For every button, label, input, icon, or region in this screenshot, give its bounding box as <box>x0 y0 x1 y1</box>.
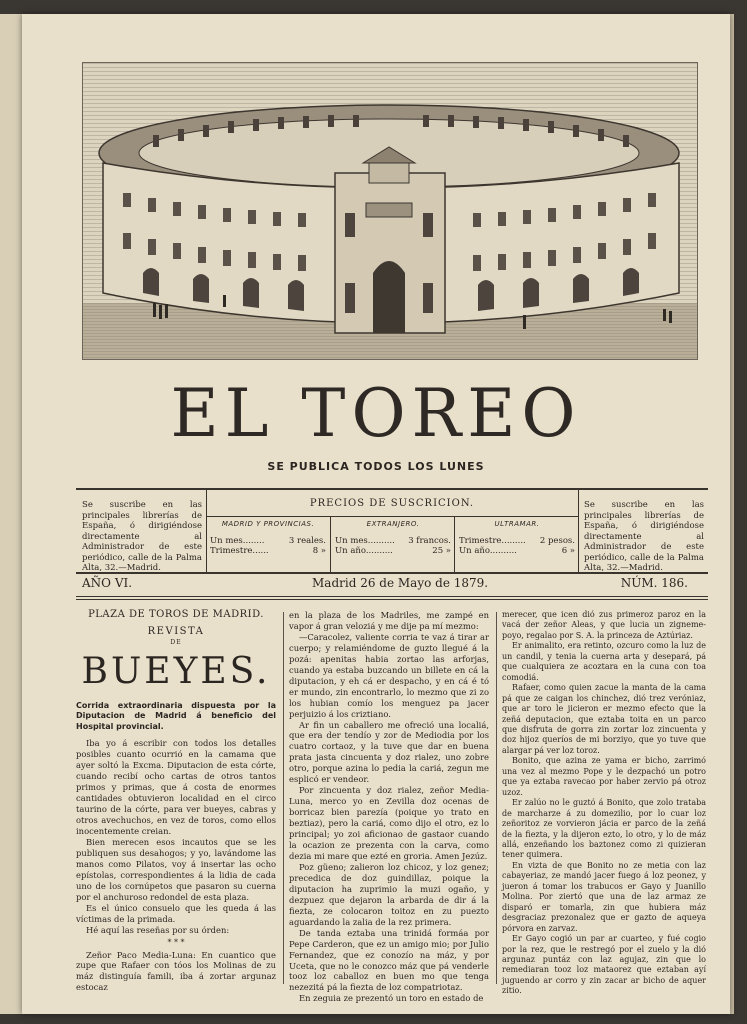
section-stars: * * * <box>167 937 185 947</box>
article-column-3 <box>502 610 706 997</box>
subscription-box <box>76 488 708 574</box>
binding-edge <box>0 14 24 1014</box>
price-column-header: ULTRAMAR. <box>494 520 540 528</box>
paragraph: Rafaer, como quien zacue la manta de la cama pá que ze caigan los chinchez, dió trez veróniaz, que ar toro le jicieron er mezmo efecto que la zeñá deputacion, que eztaba toita en un parco que disfruta de gorra zin zortar loz zincuenta y doz hijoz queríos de mi borziyo, que yo tuve que alargar pá ver loz toroz. <box>502 683 706 755</box>
subscription-right-note: Se suscribe en las principales librerías de España, ó dirigiéndose directamente al Administrador de este periódico, calle de la Palma Alta, 32.—Madrid. <box>584 500 704 573</box>
price-label: Un mes........ <box>210 536 265 546</box>
price-label: Trimestre...... <box>210 546 269 556</box>
paragraph: Iba yo á escribir con todos los detalles posibles cuanto ocurrió en la camama que ayer soltó la Excma. Diputacion de esta córte, cuando recibí ocho cartas de otros tantos primos y primas, que á costa de enormes cantidades obtuvieron localidad en el circo taurino de la córte, para ver bueyes, cabras y otros avechuchos, en vez de toros, como ellos inocentemente creian. <box>76 738 276 836</box>
article-column-1 <box>76 610 276 993</box>
paragraph: Er Gayo cogió un par ar cuarteo, y fué cogio por la rez, que le restregó por el zuelo y la dió argunaz puntáz con laz agujaz, zin que lo remediaran tooz loz mataorez que eztaban ayí juguendo ar corro y zin zacar ar bicho de aquer zitio. <box>502 934 706 996</box>
issue-date: Madrid 26 de Mayo de 1879. <box>312 576 489 590</box>
price-column-ultramar <box>454 516 579 573</box>
price-label: Un año.......... <box>459 546 517 556</box>
paragraph: De tanda eztaba una trinidá formáa por Pepe Carderon, que ez un amigo mio; por Julio Fernandez, que ez conozío na máz, y por Uceta, que no le conozco máz que pá venderle tooz loz caballoz en buen mo que tenga nezezitá pá la fiezta de loz compatriotaz. <box>289 927 489 993</box>
paragraph: Ar fin un caballero me ofreció una localiá, que era der tendío y zor de Mediodia por los cuatro cortaoz, y la tuve que dar en buena prata jasta cincuenta y doz rialez, uno zobre otro, porque azina lo pedia la cariá, zegun me esplicó er vendeor. <box>289 719 489 785</box>
article-revista: REVISTA <box>147 625 205 637</box>
article-de: DE <box>170 638 182 646</box>
price-label: Trimestre......... <box>459 536 526 546</box>
paragraph: Es el único consuelo que les queda á las víctimas de la primada. <box>76 902 276 924</box>
paragraph: Por zincuenta y doz rialez, zeñor Media-Luna, merco yo en Zevilla doz ocenas de borricaz bien parezía (poique yo trato en beztiaz), pero la cariá, como dijo el otro, ez lo principal; yo zoi aficionao de gastaor cuando la ocazion ze prezenta con la carva, como dezia mi mare que ezté en groria. Amen Jezúz. <box>289 785 489 861</box>
price-value: 3 francos. <box>408 536 451 546</box>
price-value: 8 » <box>312 546 326 556</box>
column-divider <box>496 612 497 984</box>
price-column-madrid <box>206 516 330 573</box>
paragraph: en la plaza de los Madriles, me zampé en vapor á gran veloziá y me dije pa mí mezmo: <box>289 610 489 631</box>
issue-number: NÚM. 186. <box>620 576 688 590</box>
rule <box>76 599 708 600</box>
paragraph: En zeguia ze prezentó un toro en estado de <box>299 993 484 1004</box>
article-venue-heading: PLAZA DE TOROS DE MADRID. <box>88 609 264 620</box>
price-value: 25 » <box>432 546 451 556</box>
bullring-illustration <box>83 63 697 359</box>
column-divider <box>283 612 284 984</box>
price-value: 6 » <box>561 546 575 556</box>
subscription-left-note: Se suscribe en las principales librerías de España, ó dirigiéndose directamente al Administrador de este periódico, calle de la Palma Alta, 32.—Madrid. <box>82 500 202 573</box>
article-title: BUEYES. <box>81 650 271 692</box>
paragraph: Bonito, que azina ze yama er bicho, zarrimó una vez al mezmo Pope y le dezpachó un potro que ya eztaba ravecao por haber zervio pá otroz uzoz. <box>502 756 706 797</box>
masthead-subtitle: SE PUBLICA TODOS LOS LUNES <box>267 460 485 473</box>
paragraph: Zeñor Paco Media-Luna: En cuantico que zupe que Rafaer con tóos los Molinas de zu máz distinguía famili, iba á zortar argunaz estocaz <box>76 949 276 993</box>
volume-year: AÑO VI. <box>82 576 133 590</box>
divider <box>578 490 579 572</box>
price-table <box>206 490 578 572</box>
price-column-extranjero <box>330 516 455 573</box>
price-value: 3 reales. <box>288 536 326 546</box>
dateline <box>76 574 708 594</box>
price-column-header: MADRID Y PROVINCIAS. <box>221 520 315 528</box>
masthead-title: EL TOREO <box>170 375 582 452</box>
price-label: Un año.......... <box>335 546 393 556</box>
paragraph: Er animalito, era retinto, ozcuro como la luz de un candil, y tenia la cuerna arta y desepará, pá que cualquiera ze acoztara en la cuna con toa comodiá. <box>502 641 706 682</box>
paragraph: Bien merecen esos incautos que se les publiquen sus desahogos; y yo, lavándome las manos como Pilatos, voy á insertar las ocho epístolas, correspondientes á la lidia de cada uno de los cornúpetos que pasaron su cuerna por el anchuroso redondel de esta plaza. <box>76 836 276 902</box>
price-value: 2 pesos. <box>539 536 575 546</box>
rule <box>76 596 708 597</box>
paragraph: merecer, que icen dió zus primeroz paroz en la vacá der zeñor Aleas, y que lucia un zigneme-poyo, regalao por S. A. la princeza de Aztúriaz. <box>502 610 706 640</box>
paragraph: Poz güeno; zalieron loz chicoz, y loz genez; precedica de doz guindillaz, poique la diputacion ha zuprimio la muzi ogaño, y dezpuez que dejaron la arbarda de dir á la fiezta, ze colocaron toitoz en zu puezto aguardando la zalia de la rez primera. <box>289 861 489 927</box>
article-lead: Corrida extraordinaria dispuesta por la Diputacion de Madrid á beneficio del Hospital provincial. <box>76 700 276 731</box>
price-column-header: EXTRANJERO. <box>366 520 420 528</box>
paragraph: En vizta de que Bonito no ze metia con laz cabayeriaz, ze mandó jacer fuego á loz peonez, y jueron á tomar los trabucos er Gayo y Juanillo Molina. Por ziertó que una de laz armaz ze disparó er tomarla, zin que hubiera máz desgraciaz prezonalez que er gazto de aqueya pórvora en zarvaz. <box>502 860 706 933</box>
bullring-engraving <box>82 62 698 360</box>
prices-title: PRECIOS DE SUSCRICION. <box>309 498 475 509</box>
price-label: Un mes.......... <box>335 536 395 546</box>
article-column-2 <box>289 610 489 1004</box>
paragraph: —Caracolez, valiente corria te vaz á tirar ar cuerpo; y relamiéndome de guzto llegué á la pozá: apenitas habia zortao las arforjas, cuando ya estaba buzcando un billete en cá la diputacion, y eh cá er despacho, y en cá é tó er mundo, zin encontrarlo, lo mezmo que zi zo los hubian comío los menguez pa jacer perjuizio á los criztiano. <box>289 631 489 719</box>
paragraph: Er zalúo no le guztó á Bonito, que zolo trataba de marcharze á zu domezilio, por lo cuar loz zeñoritoz ze vorvieron jácia er parco de la zeñá de la fiezta, y la dijeron ezto, lo otro, y lo de máz allá, enzeñando los baztonez como zi quizieran tener quimera. <box>502 798 706 860</box>
paragraph: Hé aquí las reseñas por su órden: <box>86 924 230 935</box>
